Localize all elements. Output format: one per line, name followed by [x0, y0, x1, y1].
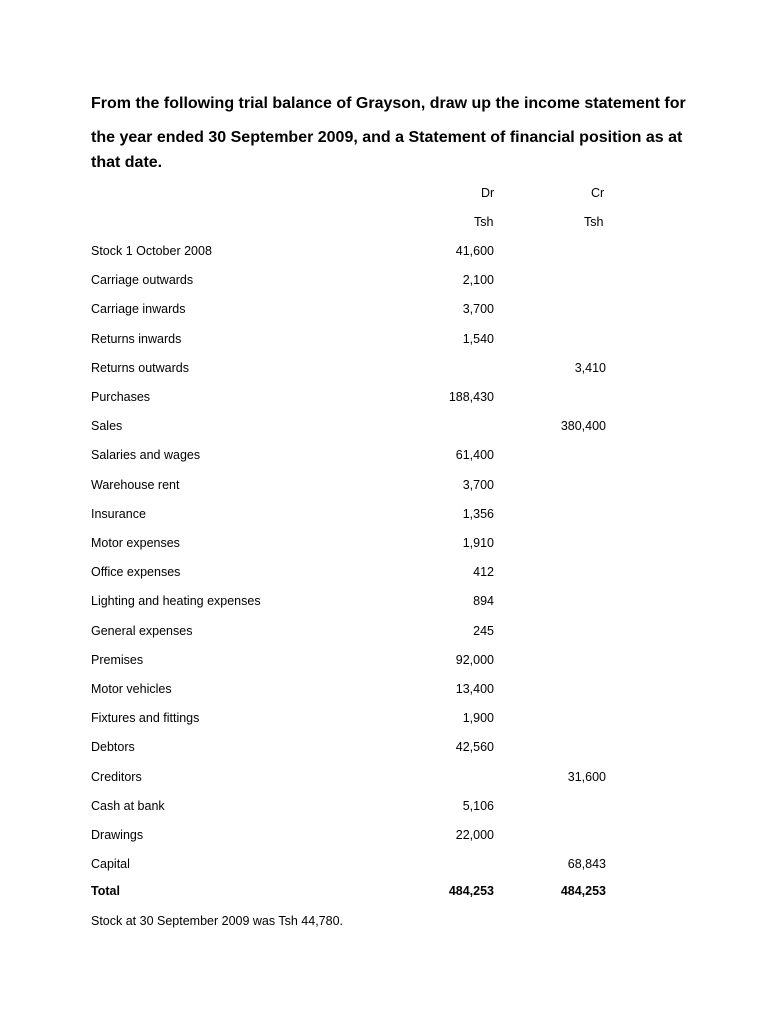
row-cr-amount: 3,410	[574, 360, 606, 375]
row-label: Sales	[91, 419, 123, 434]
table-row	[0, 273, 768, 293]
row-label: Creditors	[91, 769, 142, 784]
table-row	[0, 740, 768, 760]
row-dr-amount: 61,400	[455, 448, 494, 463]
row-label: Returns inwards	[91, 331, 182, 346]
table-row	[0, 624, 768, 644]
cr-column-header: Cr	[591, 186, 605, 200]
row-dr-amount: 1,540	[462, 331, 494, 346]
row-dr-amount: 188,430	[448, 390, 494, 404]
row-label: Motor vehicles	[91, 682, 172, 696]
total-dr: 484,253	[448, 884, 494, 898]
table-row	[0, 828, 768, 848]
row-cr-amount: 380,400	[560, 419, 606, 434]
row-dr-amount: 412	[473, 565, 494, 580]
row-cr-amount: 31,600	[567, 769, 606, 784]
row-label: Office expenses	[91, 565, 181, 580]
table-row	[0, 302, 768, 322]
dr-unit-header: Tsh	[474, 215, 494, 229]
row-label: Debtors	[91, 740, 135, 755]
dr-column-header: Dr	[481, 186, 495, 200]
row-label: Stock 1 October 2008	[91, 244, 212, 258]
row-dr-amount: 22,000	[455, 828, 494, 842]
table-row	[0, 478, 768, 498]
table-row	[0, 770, 768, 790]
row-dr-amount: 894	[473, 594, 494, 609]
row-label: Carriage inwards	[91, 302, 186, 317]
row-dr-amount: 92,000	[455, 652, 494, 667]
row-dr-amount: 42,560	[455, 740, 494, 755]
table-row	[0, 419, 768, 439]
table-row	[0, 565, 768, 585]
heading-line-3: that date.	[91, 154, 163, 171]
row-dr-amount: 13,400	[455, 682, 494, 696]
row-dr-amount: 3,700	[462, 302, 494, 317]
row-label: Drawings	[91, 828, 144, 842]
row-label: Motor expenses	[91, 536, 180, 550]
row-cr-amount: 68,843	[567, 857, 606, 872]
table-row	[0, 711, 768, 731]
table-row	[0, 244, 768, 264]
total-cr: 484,253	[560, 884, 606, 898]
table-row	[0, 536, 768, 556]
row-label: Returns outwards	[91, 360, 189, 375]
table-row	[0, 653, 768, 673]
row-dr-amount: 1,900	[462, 711, 494, 726]
row-label: Premises	[91, 652, 144, 667]
row-label: Cash at bank	[91, 798, 165, 813]
heading-line-2: the year ended 30 September 2009, and a Statement of financial position as at	[91, 129, 683, 146]
table-row	[0, 799, 768, 819]
row-label: Capital	[91, 857, 130, 872]
row-label: Salaries and wages	[91, 448, 201, 463]
table-row	[0, 682, 768, 702]
table-row	[0, 857, 768, 877]
closing-stock-note: Stock at 30 September 2009 was Tsh 44,780.	[91, 914, 344, 928]
row-label: Fixtures and fittings	[91, 711, 200, 726]
row-dr-amount: 245	[473, 623, 494, 638]
row-label: Carriage outwards	[91, 273, 194, 288]
row-dr-amount: 1,910	[462, 536, 494, 550]
table-row	[0, 507, 768, 527]
total-row	[0, 884, 768, 904]
row-label: Insurance	[91, 506, 146, 521]
heading-line-1: From the following trial balance of Grayson, draw up the income statement for	[91, 95, 686, 112]
row-dr-amount: 41,600	[455, 244, 494, 258]
row-dr-amount: 1,356	[462, 506, 494, 521]
row-dr-amount: 2,100	[462, 273, 494, 288]
table-row	[0, 594, 768, 614]
table-row	[0, 361, 768, 381]
row-label: Purchases	[91, 390, 151, 404]
row-label: Warehouse rent	[91, 477, 180, 492]
table-row	[0, 332, 768, 352]
row-dr-amount: 5,106	[462, 798, 494, 813]
cr-unit-header: Tsh	[584, 215, 604, 229]
row-dr-amount: 3,700	[462, 477, 494, 492]
row-label: Lighting and heating expenses	[91, 594, 261, 609]
table-row	[0, 390, 768, 410]
table-row	[0, 448, 768, 468]
row-label: General expenses	[91, 623, 193, 638]
total-label: Total	[91, 884, 120, 898]
